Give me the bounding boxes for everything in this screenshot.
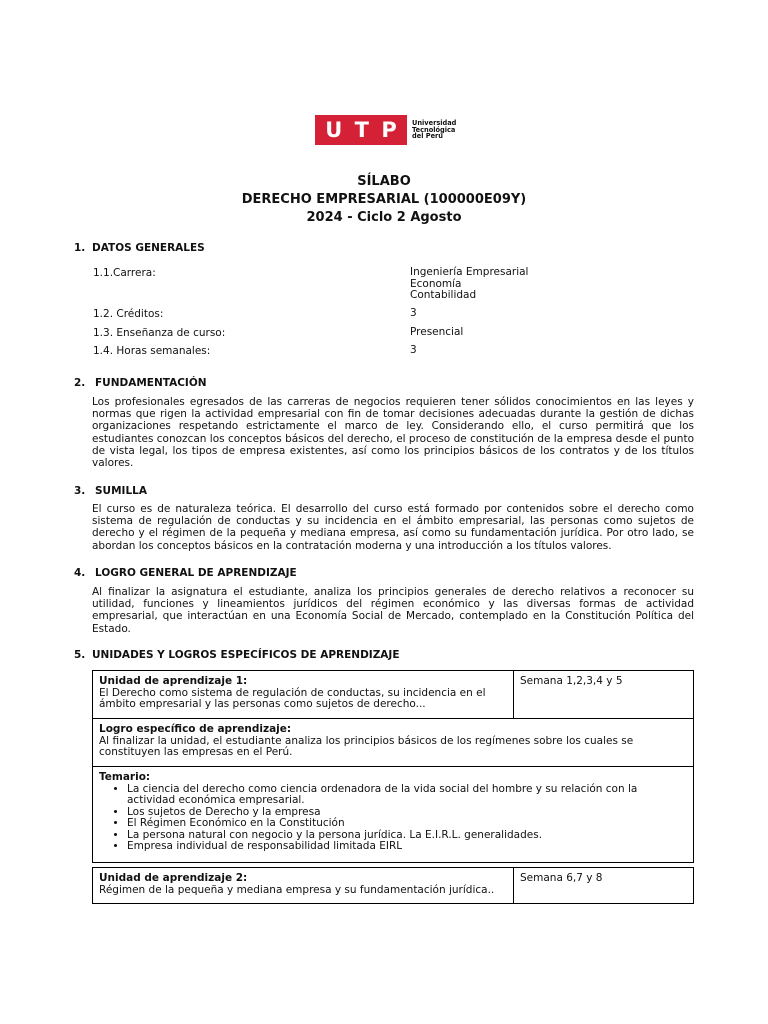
list-item: • La ciencia del derecho como ciencia ordenadora de la vida social del hombre y su relación con la actividad económica empresarial.	[127, 784, 687, 807]
unit-1-temario-cell	[93, 767, 693, 862]
logro-text: Al finalizar la asignatura el estudiante, analiza los principios generales de derecho relativos a reconocer su utilidad, funciones y lineamientos jurídicos del régimen económico y las diversas formas de actividad empresarial, que interactúan en una Economía Social de Mercado, contemplado en la Constitución Política del Estado.	[92, 586, 694, 635]
datos-label: 1.3. Enseñanza de curso:	[93, 327, 226, 339]
datos-label: 1.4. Horas semanales:	[93, 345, 211, 357]
title-line-1: SÍLABO	[357, 174, 411, 189]
logo-text: Universidad Tecnológica del Perú	[412, 118, 457, 141]
utp-logo	[315, 115, 456, 145]
datos-value: 3	[410, 344, 417, 356]
sumilla-text: El curso es de naturaleza teórica. El desarrollo del curso está formado por contenidos sobre el derecho como sistema de regulación de conductas y su incidencia en el ámbito empresarial, las personas como sujetos de derecho y el régimen de la pequeña y mediana empresa, así como su fundamentación jurídica. Por otro lado, se abordan los conceptos básicos en la contratación moderna y una introducción a los títulos valores.	[92, 503, 694, 552]
logro-text: Al finalizar la unidad, el estudiante analiza los principios básicos de los regímenes sobre los cuales se constituyen las empresas en el Perú.	[99, 734, 634, 758]
section-heading-unidades: 5. UNIDADES Y LOGROS ESPECÍFICOS DE APRENDIZAJE	[74, 649, 400, 661]
fundamentacion-text: Los profesionales egresados de las carreras de negocios requieren tener sólidos conocimientos en las leyes y normas que rigen la actividad empresarial con fin de tomar decisiones adecuadas durante la gestión de dichas organizaciones respetando estrictamente el marco de ley. Considerando ello, el curso permitirá que los estudiantes conozcan los conceptos básicos del derecho, el proceso de constitución de la empresa desde el punto de vista legal, los tipos de empresa existentes, así como los principios básicos de los contratos y de los títulos valores.	[92, 396, 694, 470]
logo-box	[315, 115, 407, 145]
list-item: • El Régimen Económico en la Constitución	[127, 818, 687, 830]
datos-label: 1.1.Carrera:	[93, 267, 156, 279]
temario-label: Temario:	[99, 771, 151, 783]
table-row	[93, 767, 693, 862]
logo-letter: T	[354, 117, 369, 142]
table-row	[93, 671, 693, 719]
logro-label: Logro específico de aprendizaje:	[99, 723, 292, 735]
unit-1-logro-cell	[93, 719, 693, 766]
list-item: • La persona natural con negocio y la persona jurídica. La E.I.R.L. generalidades.	[127, 830, 687, 842]
datos-value: Ingeniería Empresarial Economía Contabilidad	[410, 266, 529, 301]
section-heading-datos: 1. DATOS GENERALES	[74, 242, 205, 254]
table-row	[93, 868, 693, 903]
unit-1-desc: El Derecho como sistema de regulación de conductas, su incidencia en el ámbito empresarial y las personas como sujetos de derecho...	[99, 686, 486, 710]
logo-letter: P	[381, 117, 397, 142]
document-title	[0, 173, 768, 227]
list-item: • Empresa individual de responsabilidad limitada EIRL	[127, 841, 687, 853]
unit-1-cell	[93, 671, 514, 718]
unit-2-table	[92, 867, 694, 904]
logo-letter: U	[325, 117, 343, 142]
section-heading-logro: 4. LOGRO GENERAL DE APRENDIZAJE	[74, 567, 297, 579]
list-item: • Los sujetos de Derecho y la empresa	[127, 807, 687, 819]
unit-2-label: Unidad de aprendizaje 2:	[99, 872, 248, 884]
table-row	[93, 719, 693, 767]
section-heading-sumilla: 3. SUMILLA	[74, 485, 147, 497]
unit-2-weeks: Semana 6,7 y 8	[520, 872, 603, 884]
unit-2-desc: Régimen de la pequeña y mediana empresa y su fundamentación jurídica..	[99, 883, 495, 896]
unit-2-cell	[93, 868, 514, 903]
unit-1-label: Unidad de aprendizaje 1:	[99, 675, 248, 687]
datos-value: Presencial	[410, 326, 464, 338]
title-line-3: 2024 - Ciclo 2 Agosto	[306, 210, 462, 225]
title-line-2: DERECHO EMPRESARIAL (100000E09Y)	[241, 192, 527, 207]
unit-1-weeks: Semana 1,2,3,4 y 5	[520, 675, 623, 687]
datos-value: 3	[410, 307, 417, 319]
section-heading-fundamentacion: 2. FUNDAMENTACIÓN	[74, 377, 207, 389]
unit-1-table	[92, 670, 694, 863]
datos-label: 1.2. Créditos:	[93, 308, 164, 320]
temario-list	[99, 784, 687, 853]
